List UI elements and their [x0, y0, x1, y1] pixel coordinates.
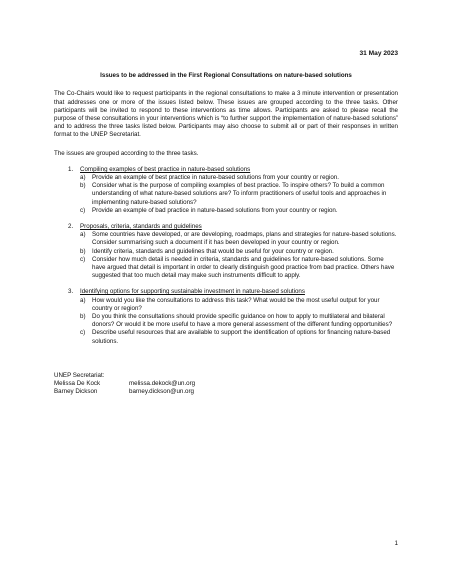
item-letter: a) — [80, 174, 86, 182]
contact-email: melissa.dekock@un.org — [129, 380, 196, 388]
list-item — [80, 297, 398, 313]
item-text: Describe useful resources that are available to support the identification of options for financing nature-based solutions. — [92, 329, 391, 345]
section-heading — [68, 288, 398, 296]
item-letter: c) — [80, 329, 86, 337]
section-1 — [54, 166, 398, 215]
document-title: Issues to be addressed in the First Regional Consultations on nature-based solutions — [100, 72, 352, 80]
item-letter: c) — [80, 255, 86, 263]
contact-row — [54, 388, 398, 396]
item-letter: b) — [80, 182, 86, 190]
section-title: Identifying options for supporting sustainable investment in nature-based solutions — [80, 288, 305, 296]
list-item — [80, 207, 398, 215]
list-item — [80, 256, 398, 281]
list-item — [80, 329, 398, 345]
item-text: How would you like the consultations to address this task? What would be the most useful output for your country or region? — [92, 296, 380, 312]
page-number: 1 — [394, 539, 398, 547]
secretariat-heading: UNEP Secretariat: — [54, 371, 105, 379]
contact-row — [54, 380, 398, 388]
item-text: Do you think the consultations should provide specific guidance on how to apply to multilateral and bilateral donors? Or would it be more useful to have a more general assessment of the different funding opportunities? — [92, 313, 393, 329]
list-item — [80, 248, 398, 256]
section-2 — [54, 223, 398, 280]
grouping-paragraph: The issues are grouped according to the three tasks. — [54, 149, 199, 157]
section-3 — [54, 288, 398, 345]
item-text: Provide an example of bad practice in nature-based solutions from your country or region. — [92, 206, 338, 214]
section-number: 1. — [68, 165, 74, 173]
list-item — [80, 313, 398, 329]
item-text: Consider how much detail is needed in criteria, standards and guidelines for nature-based solutions. Some have argued that detail is important in order to clearly distinguish good practice from bad practice. Others have suggested that too much detail may make such instruments difficult to apply. — [92, 255, 395, 280]
item-letter: b) — [80, 313, 86, 321]
item-text: Consider what is the purpose of compiling examples of best practice. To inspire others? To build a common understanding of what nature-based solutions are? To inform practitioners of useful tools and approaches in implementing nature-based solutions? — [92, 182, 387, 206]
list-item — [80, 174, 398, 182]
contact-email: barney.dickson@un.org — [129, 388, 194, 396]
document-date: 31 May 2023 — [359, 50, 398, 57]
intro-paragraph: The Co-Chairs would like to request participants in the regional consultations to make a 3 minute intervention or presentation that addresses one or more of the issues listed below. These issues are grouped according to the three tasks. Other participants will be invited to respond to these interventions as time allows. Participants are asked to please recall the purpose of these consultations in your interventions which is “to further support the implementation of nature-based solutions” and to address the three tasks listed below. Participants may also choose to submit all or part of their responses in written format to the UNEP Secretariat. — [54, 90, 398, 139]
contact-name: Melissa De Kock — [54, 380, 101, 388]
section-title: Proposals, criteria, standards and guidelines — [80, 223, 202, 231]
section-heading — [68, 166, 398, 174]
item-text: Provide an example of best practice in nature-based solutions from your country or region. — [92, 174, 339, 182]
contact-name: Barney Dickson — [54, 388, 98, 396]
item-letter: b) — [80, 247, 86, 255]
item-letter: c) — [80, 206, 86, 214]
section-number: 3. — [68, 288, 74, 296]
item-text: Identify criteria, standards and guidelines that would be useful for your country or region. — [92, 247, 334, 255]
item-letter: a) — [80, 296, 86, 304]
secretariat-block — [54, 372, 398, 397]
list-item — [80, 231, 398, 247]
list-item — [80, 182, 398, 207]
section-heading — [68, 223, 398, 231]
item-text: Some countries have developed, or are developing, roadmaps, plans and strategies for nature-based solutions. Consider summarising such a document if it has been developed in your country or region. — [92, 231, 397, 247]
item-letter: a) — [80, 231, 86, 239]
section-number: 2. — [68, 223, 74, 231]
section-title: Compiling examples of best practice in nature-based solutions — [80, 165, 251, 173]
